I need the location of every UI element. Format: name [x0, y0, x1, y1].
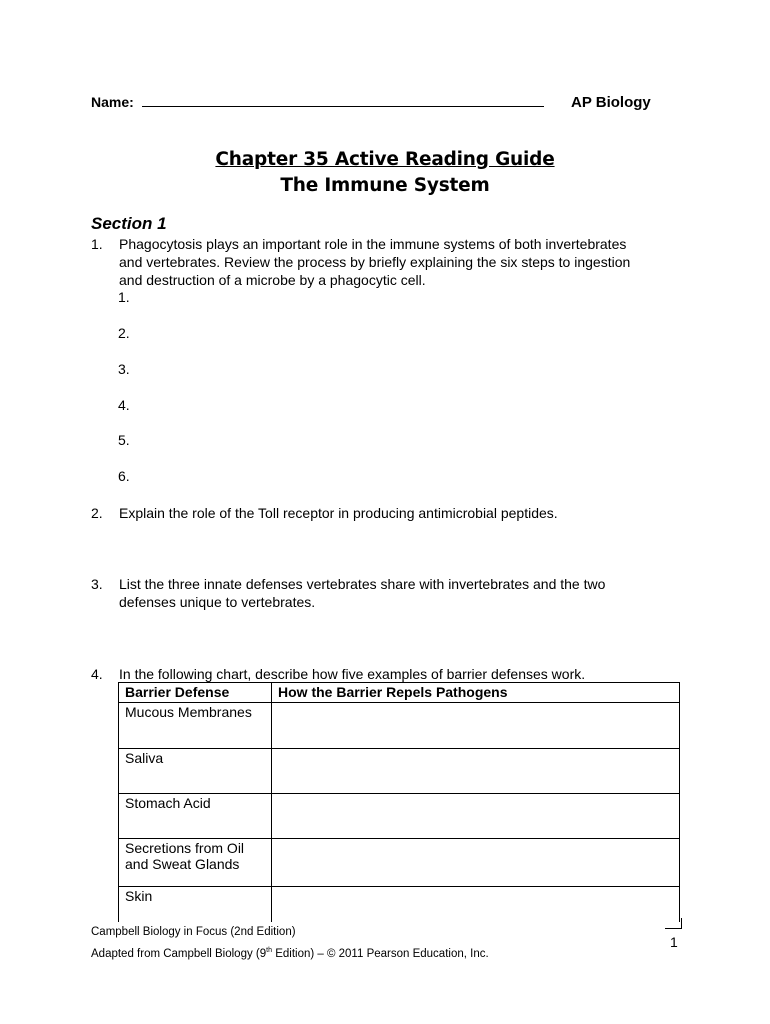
question-4-text — [119, 665, 679, 683]
page-corner-mark — [665, 918, 682, 929]
question-1-line: and destruction of a microbe by a phagocytic cell. — [119, 272, 426, 288]
title-line-1: Chapter 35 Active Reading Guide — [215, 149, 555, 170]
step-2: 2. — [118, 325, 130, 341]
barrier-name-cell: Stomach Acid — [119, 794, 272, 839]
step-3: 3. — [118, 361, 130, 377]
question-1-text — [119, 235, 679, 289]
section-heading: Section 1 — [91, 214, 167, 233]
chart-header-barrier-defense: Barrier Defense — [119, 683, 272, 703]
footer-adapted-pre: Adapted from Campbell Biology (9 — [91, 947, 267, 960]
name-label: Name: — [91, 94, 138, 110]
footer-adapted-line — [91, 947, 489, 960]
question-4-line: In the following chart, describe how five examples of barrier defenses work. — [119, 666, 586, 682]
question-1-line: and vertebrates. Review the process by briefly explaining the six steps to ingestion — [119, 254, 631, 270]
answer-cell[interactable] — [272, 887, 680, 922]
question-3-line: defenses unique to vertebrates. — [119, 594, 316, 610]
question-3-line: List the three innate defenses vertebrates share with invertebrates and the two — [119, 576, 606, 592]
question-1-line: Phagocytosis plays an important role in the immune systems of both invertebrates — [119, 236, 627, 252]
footer-adapted-post: Edition) – © 2011 Pearson Education, Inc. — [272, 947, 489, 960]
table-row — [119, 749, 680, 794]
question-3-text — [119, 575, 679, 611]
answer-cell[interactable] — [272, 794, 680, 839]
table-row — [119, 839, 680, 887]
table-row — [119, 703, 680, 749]
name-field[interactable] — [91, 94, 544, 110]
document-title — [0, 149, 770, 170]
chart-header-row — [119, 683, 680, 703]
question-4-number: 4. — [91, 666, 103, 682]
answer-cell[interactable] — [272, 839, 680, 887]
question-1-number: 1. — [91, 236, 103, 252]
barrier-defense-chart — [118, 682, 680, 922]
question-3-number: 3. — [91, 576, 103, 592]
table-row — [119, 794, 680, 839]
question-2-number: 2. — [91, 505, 103, 521]
question-2-line: Explain the role of the Toll receptor in producing antimicrobial peptides. — [119, 505, 558, 521]
barrier-name-cell: Mucous Membranes — [119, 703, 272, 749]
step-4: 4. — [118, 397, 130, 413]
chart-header-how-repels: How the Barrier Repels Pathogens — [272, 683, 680, 703]
barrier-name-cell: Skin — [119, 887, 272, 922]
step-1: 1. — [118, 289, 130, 305]
barrier-name-cell: Secretions from Oil and Sweat Glands — [119, 839, 272, 887]
course-label: AP Biology — [571, 94, 651, 111]
answer-cell[interactable] — [272, 749, 680, 794]
name-blank-line[interactable] — [142, 94, 544, 107]
barrier-name-cell: Saliva — [119, 749, 272, 794]
answer-cell[interactable] — [272, 703, 680, 749]
step-6: 6. — [118, 468, 130, 484]
table-row — [119, 887, 680, 922]
document-subtitle: The Immune System — [280, 175, 490, 196]
page-number: 1 — [670, 934, 678, 950]
footer-source-line: Campbell Biology in Focus (2nd Edition) — [91, 926, 296, 938]
question-2-text — [119, 504, 679, 522]
footer-superscript: th — [266, 947, 272, 954]
step-5: 5. — [118, 432, 130, 448]
